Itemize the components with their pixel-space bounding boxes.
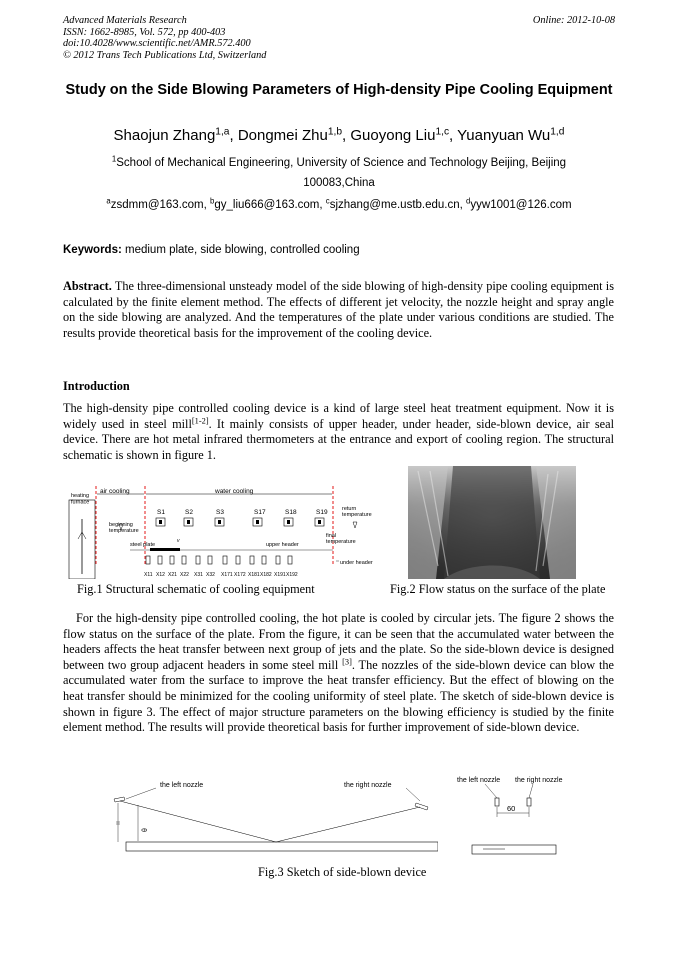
under-section-label: X172 — [234, 572, 246, 578]
under-section-label: X182 — [260, 572, 272, 578]
abstract-text: The three-dimensional unsteady model of the side blowing of high-density pipe cooling equipment is calculated by the finite element method. The effects of different jet velocity, the nozzle height and spray angle on the side blowing are analyzed. And the temperatures of the plate under various conditions are studied. The results provide theoretical basis for the improvement of the cooling device. — [63, 279, 614, 340]
under-section-label: X191 — [274, 572, 286, 578]
keywords-text: medium plate, side blowing, controlled cooling — [121, 244, 360, 256]
upper-section-label: S19 — [316, 509, 328, 516]
author-name: Yuanyuan Wu — [457, 127, 551, 144]
upper-nozzle-glyph — [159, 520, 162, 524]
under-header-glyph — [158, 556, 162, 564]
under-header-glyph — [208, 556, 212, 564]
email-link[interactable]: yyw1001@126.com — [470, 199, 572, 211]
intro-paragraph-2 — [63, 611, 614, 736]
fig1-schematic — [68, 484, 388, 579]
email-sup: d — [466, 196, 471, 206]
under-headers — [144, 556, 298, 578]
under-section-label: X192 — [286, 572, 298, 578]
under-header-glyph — [182, 556, 186, 564]
issn-line: ISSN: 1662-8985, Vol. 572, pp 400-403 — [63, 26, 226, 38]
fig3-caption: Fig.3 Sketch of side-blown device — [258, 865, 427, 879]
upper-section-label: S17 — [254, 509, 266, 516]
under-section-label: X181 — [248, 572, 260, 578]
upper-nozzle-glyph — [287, 520, 290, 524]
author-list: Shaojun Zhang$^{1,a}$, Dongmei Zhu$^{1,b}$, Guoyong Liu$^{1,c}$, Yuanyuan Wu$^{1,d}$ — [113, 126, 565, 144]
label-air-cooling: air cooling — [100, 488, 130, 495]
under-header-glyph — [146, 556, 150, 564]
upper-nozzle-glyph — [256, 520, 259, 524]
steel-plate-bar — [150, 548, 180, 551]
affiliation-text: School of Mechanical Engineering, University of Science and Technology Beijing, Beijing 100083,China — [116, 157, 567, 189]
plate-outline — [126, 842, 438, 851]
under-header-glyph — [170, 556, 174, 564]
plate-outline — [472, 845, 556, 854]
citation-ref: [3] — [342, 657, 352, 667]
theta-symbol: θ — [142, 828, 149, 832]
keywords-label: Keywords: — [63, 244, 122, 256]
label-return-temp: temperature — [342, 512, 372, 518]
email-link[interactable]: gy_liu666@163.com — [214, 199, 320, 211]
label-beginning-temp: temperature — [109, 528, 139, 534]
label-right-nozzle: the right nozzle — [515, 777, 563, 784]
email-sup: c — [325, 196, 330, 206]
citation-ref: [1-2] — [191, 416, 209, 425]
under-header-glyph — [236, 556, 240, 564]
affiliation-sup: 1 — [111, 154, 117, 164]
under-section-label: X11 — [144, 572, 153, 578]
label-heating: heating — [71, 493, 90, 499]
under-section-label: X32 — [206, 572, 215, 578]
author-sup: 1,c — [435, 126, 450, 138]
under-header-glyph — [196, 556, 200, 564]
label-return: return — [342, 506, 357, 512]
journal-name: Advanced Materials Research — [63, 15, 187, 26]
upper-headers — [156, 509, 328, 526]
email-link[interactable]: zsdmm@163.com — [110, 199, 204, 211]
intro-p2-text: For the high-density pipe controlled cooling, the hot plate is cooled by circular jets. The figure 2 shows the flow status on the surface of the plate. From the figure, it can be seen that the accumulated water between the headers affects the heat transfer between next group of jets and the plate. So the side-blown device is designed between two group adjacent headers in some steel mill — [63, 611, 614, 672]
label-final-temp: temperature — [326, 539, 356, 545]
author-sup: 1,d — [550, 126, 565, 138]
label-v: v — [177, 538, 180, 544]
under-section-label: X31 — [194, 572, 203, 578]
upper-nozzle-glyph — [218, 520, 221, 524]
copyright-line: © 2012 Trans Tech Publications Ltd, Switzerland — [63, 49, 267, 61]
author-name: Dongmei Zhu — [237, 127, 328, 144]
email-sup: b — [210, 196, 215, 206]
upper-section-label: S1 — [157, 509, 165, 516]
under-header-glyph — [262, 556, 266, 564]
label-left-nozzle: the left nozzle — [457, 777, 501, 784]
label-water-cooling: water cooling — [215, 488, 254, 495]
paper-title: Study on the Side Blowing Parameters of High-density Pipe Cooling Equipment — [65, 82, 613, 98]
author-name: Guoyong Liu — [350, 127, 436, 144]
intro-paragraph-1 — [63, 401, 614, 463]
online-date: Online: 2012-10-08 — [532, 15, 615, 26]
under-header-glyph — [276, 556, 280, 564]
under-section-label: X12 — [156, 572, 165, 578]
under-section-label: X171 — [221, 572, 233, 578]
keywords — [63, 244, 360, 256]
label-under-header: under header — [340, 560, 373, 566]
under-header-glyph — [223, 556, 227, 564]
label-beginning: beginning — [109, 522, 133, 528]
upper-section-label: S18 — [285, 509, 297, 516]
author-sup: 1,b — [327, 126, 343, 138]
intro-p1-text-cont: . It mainly consists of upper header, under header, side-blown device, air seal device. There are hot metal infrared thermometers at the entrance and export of cooling region. The structural schematic is shown in figure 1. — [63, 416, 614, 462]
fig1-caption: Fig.1 Structural schematic of cooling equipment — [77, 582, 315, 596]
upper-section-label: S2 — [185, 509, 193, 516]
dim-60: 60 — [507, 804, 516, 813]
author-sup: 1,a — [215, 126, 230, 138]
flow-photo-texture — [408, 466, 576, 579]
label-furnace: furnace — [71, 499, 90, 506]
label-left-nozzle: the left nozzle — [160, 782, 204, 789]
email-list: $^a$zsdmm@163.com, $^b$gy_liu666@163.com, $^c$sjzhang@me.ustb.edu.cn, $^d$yyw1001@126.com — [106, 196, 572, 211]
intro-p1-text: The high-density pipe controlled cooling device is a kind of large steel heat treatment equipment. Now it is widely used in steel mill — [63, 401, 614, 431]
under-section-label: X22 — [180, 572, 189, 578]
label-final: final — [326, 533, 337, 539]
label-upper-header: upper header — [266, 542, 299, 548]
upper-nozzle-glyph — [318, 520, 321, 524]
upper-section-label: S3 — [216, 509, 224, 516]
section-heading-introduction: Introduction — [63, 379, 130, 393]
fig3-top-view — [455, 771, 570, 856]
fig2-flow-photo — [408, 466, 576, 579]
journal-header — [63, 15, 266, 61]
abstract — [63, 279, 614, 341]
under-section-label: X21 — [168, 572, 177, 578]
label-steel-plate: steel plate — [130, 542, 156, 548]
upper-nozzle-glyph — [187, 520, 190, 524]
label-right-nozzle: the right nozzle — [344, 782, 392, 789]
intro-p2-text-cont: . The nozzles of the side-blown device can blow the accumulated water from the surface to improve the heat transfer efficiency. But the effect of blowing on the heat transfer should be minimized for the cooling uniformity of steel plate. The sketch of side-blown device is shown in figure 3. The effect of major structure parameters on the blowing efficiency is studied by the finite element method. The results will provide theoretical basis for further improvement of side-blown device. — [63, 657, 614, 735]
email-sup: a — [106, 196, 111, 206]
fig3-side-view — [108, 775, 438, 860]
email-link[interactable]: sjzhang@me.ustb.edu.cn — [329, 199, 460, 211]
affiliation — [80, 153, 598, 193]
abstract-label: Abstract. — [63, 279, 112, 293]
under-header-glyph — [288, 556, 292, 564]
doi-line: doi:10.4028/www.scientific.net/AMR.572.400 — [63, 38, 251, 50]
fig2-caption: Fig.2 Flow status on the surface of the plate — [390, 582, 606, 596]
author-name: Shaojun Zhang — [113, 127, 216, 144]
under-header-glyph — [250, 556, 254, 564]
